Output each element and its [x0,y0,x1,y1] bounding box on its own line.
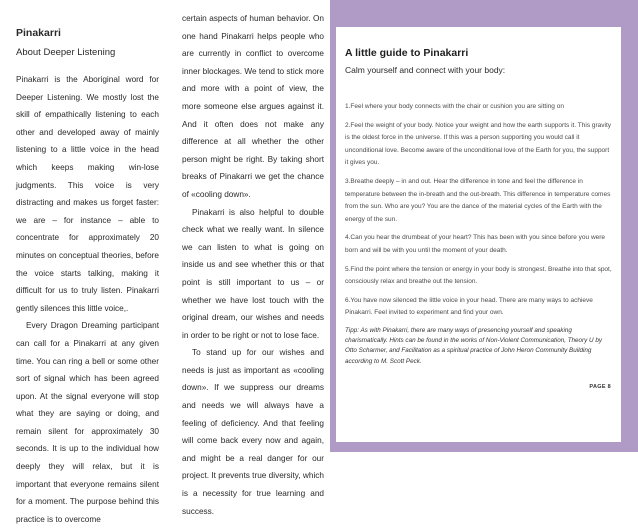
body-paragraph: Pinakarri is the Aboriginal word for Deeper Listening. We mostly lost the skill of empathically listening to each other and developed away of mainly listening to a little voice in the head which keeps making win-lose judgments. This voice is very distracting and makes us forget faster: we are – for instance – able to concentrate for approximately 20 minutes on conceptual theories, before the voice starts talking, making it difficult for us to truly listen. Pinakarri gently silences this little voice,. [16,75,159,313]
body-paragraph: certain aspects of human behavior. On one hand Pinakarri helps people who are currently in conflict to overcome inner blockages. We tend to stick more and more with a point of view, the more someone else argues against it. And it often does not make any difference at all whether the other person might be right. By taking short breaks of Pinakarri we get the chance of «cooling down». [182,14,324,199]
guide-card [336,27,621,442]
guide-subtitle: Calm yourself and connect with your body: [345,65,506,75]
middle-column [182,10,324,520]
tip-note: Tipp: As with Pinakarri, there are many ways of presencing yourself and speaking charismatically. Hints can be found in the works of Non-Violent Communication, Theory U by Otto Scharmer, and Facilitation as a spiritual practice of John Heron Community Building according to M. Scott Peck. [345,326,603,365]
body-paragraph: Every Dragon Dreaming participant can call for a Pinakarri at any given time. You can ring a bell or some other sort of signal which has been agreed upon. At the signal everyone will stop what they are saying or doing, and remain silent for approximately 30 seconds. It is up to the individual how deeply they will relax, but it is important that everyone remains silent for a moment. The purpose behind this practice is to overcome [16,321,159,524]
guide-step: 6.You have now silenced the little voice in your head. There are many ways to achieve Pinakarri. Feel invited to experiment and find your own. [345,296,593,317]
body-paragraph: Pinakarri is also helpful to double check what we really want. In silence we can listen to what is going on inside us and see whether this or that point is still important to us – or whether we have lost touch with the original dream, our wishes and needs in order to be right or not to lose face. [182,207,324,340]
guide-title: A little guide to Pinakarri [345,47,469,59]
article-title: Pinakarri [16,27,61,39]
guide-step: 4.Can you hear the drumbeat of your heart? This has been with you since before you were born and will be with you until the moment of your death. [345,234,606,254]
guide-steps [345,101,613,320]
guide-panel [330,0,638,452]
body-paragraph: To stand up for our wishes and needs is just as important as «cooling down». If we suppress our dreams and needs we will always have a feeling of deficiency. And that feeling will come back every now and again, and might be a real danger for our project. It prevents true diversity, which is a necessity for true learning and success. [182,348,324,516]
guide-step: 3.Breathe deeply – in and out. Hear the difference in tone and feel the difference in temperature between the in-breath and the out-breath. This difference in temperature comes from the sun. Who are you? You are the dance of the material cycles of the Earth with the energy of the sun. [345,177,611,223]
page-number: PAGE 8 [589,384,611,390]
left-column [16,10,159,528]
guide-step: 5.Find the point where the tension or energy in your body is strongest. Breathe into that spot, consciously relax and breathe out the tension. [345,265,612,286]
guide-step: 1.Feel where your body connects with the chair or cushion you are sitting on [345,103,564,110]
article-subtitle: About Deeper Listening [16,47,116,58]
guide-step: 2.Feel the weight of your body. Notice your weight and how the earth supports it. This gravity is the oldest force in the universe. If this was a person supporting you would call it unconditional love. Become aware of the unconditional love of the Earth for you, the support it gives you. [345,121,612,167]
